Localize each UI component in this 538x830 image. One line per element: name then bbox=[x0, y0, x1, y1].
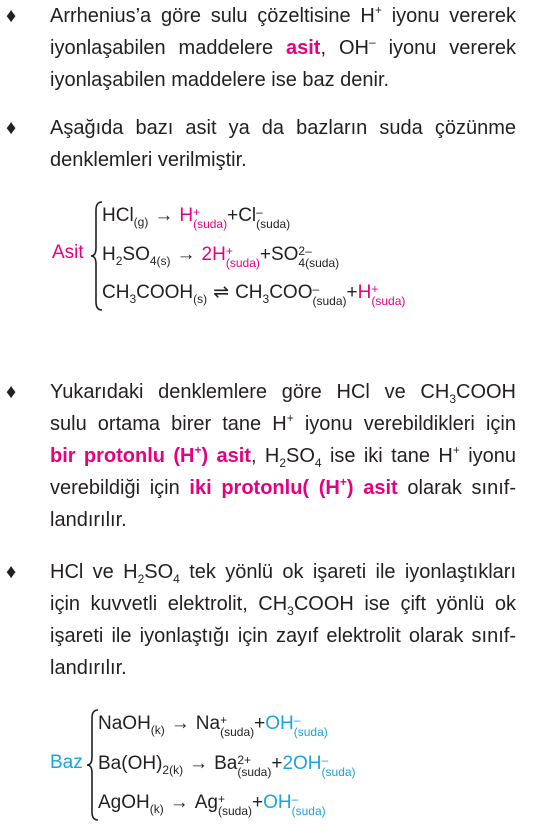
p4-line2: için kuvvetli elektrolit, $CH_3COOH$ ise çift yönlü ok bbox=[50, 593, 516, 618]
base-label: Baz bbox=[50, 752, 83, 773]
p3-line2: sulu ortama birer tane H+ iyonu verebildikleri için bbox=[50, 411, 516, 435]
base-equation-naoh: NaOH$_{(k)}$ → Na + (suda) +OH – (suda) bbox=[98, 713, 328, 739]
p2-line2: denklemleri verilmiştir. bbox=[50, 149, 247, 171]
bullet-diamond-icon: ♦ bbox=[6, 381, 17, 403]
p4-line3: işareti ile iyonlaştığı için zayıf elektrolit olarak sınıf- bbox=[50, 625, 516, 647]
bullet-diamond-icon: ♦ bbox=[6, 117, 17, 139]
bullet-diamond-icon: ♦ bbox=[6, 5, 17, 27]
paragraph-proton-classification bbox=[50, 376, 516, 536]
p3-line3: bir protonlu (H+) asit, $H_2SO_4$ ise iki tane H+ iyonu bbox=[50, 443, 517, 470]
p1-line2: iyonlaşabilen maddelere asit, OH– iyonu vererek bbox=[50, 35, 516, 59]
term-iki-protonlu: iki protonlu( (H+) asit bbox=[189, 475, 398, 499]
acid-equation-h2so4: $H_2SO_{4(s)} \to 2H$ + (suda) +SO 2– 4(suda) bbox=[102, 244, 340, 270]
p3-line1: Yukarıdaki denklemlere göre HCl ve $CH_3COOH$ bbox=[50, 381, 516, 406]
paragraph-electrolyte-strength bbox=[50, 556, 516, 684]
p4-line1: HCl ve $H_2SO_4$ tek yönlü ok işareti ile iyonlaştıkları bbox=[50, 561, 517, 586]
term-bir-protonlu: bir protonlu (H+) asit bbox=[50, 443, 251, 467]
p3-line5: landırılır. bbox=[50, 509, 127, 531]
acid-label: Asit bbox=[52, 242, 84, 263]
p2-line1: Aşağıda bazı asit ya da bazların suda çözünme bbox=[50, 117, 516, 139]
p4-line4: landırılır. bbox=[50, 657, 127, 679]
bullet-diamond-icon: ♦ bbox=[6, 561, 17, 583]
p1-line3: iyonlaşabilen maddelere ise baz denir. bbox=[50, 69, 390, 91]
paragraph-equations-intro bbox=[50, 112, 516, 176]
acid-equation-hcl: HCl$_{(g)}$ → H + (suda) +Cl – (suda) bbox=[102, 205, 291, 231]
term-asit: asit bbox=[286, 37, 321, 59]
paragraph-arrhenius bbox=[50, 0, 516, 96]
base-equation-agoh: AgOH$_{(k)}$ → Ag + (suda) +OH – (suda) bbox=[98, 792, 326, 818]
p1-line1: Arrhenius’a göre sulu çözeltisine H+ iyonu vererek bbox=[50, 3, 516, 27]
p3-line4: verebildiği için iki protonlu( (H+) asit olarak sınıf- bbox=[50, 475, 516, 499]
acid-equation-ch3cooh: $CH_3COOH_{(s)}$ ⇌ $CH_3COO$ – (suda) +H + (suda) bbox=[102, 282, 406, 308]
base-equation-baoh2: $Ba(OH)_{2(k)} \to Ba$ 2+ (suda) +2OH – (suda) bbox=[98, 753, 356, 779]
